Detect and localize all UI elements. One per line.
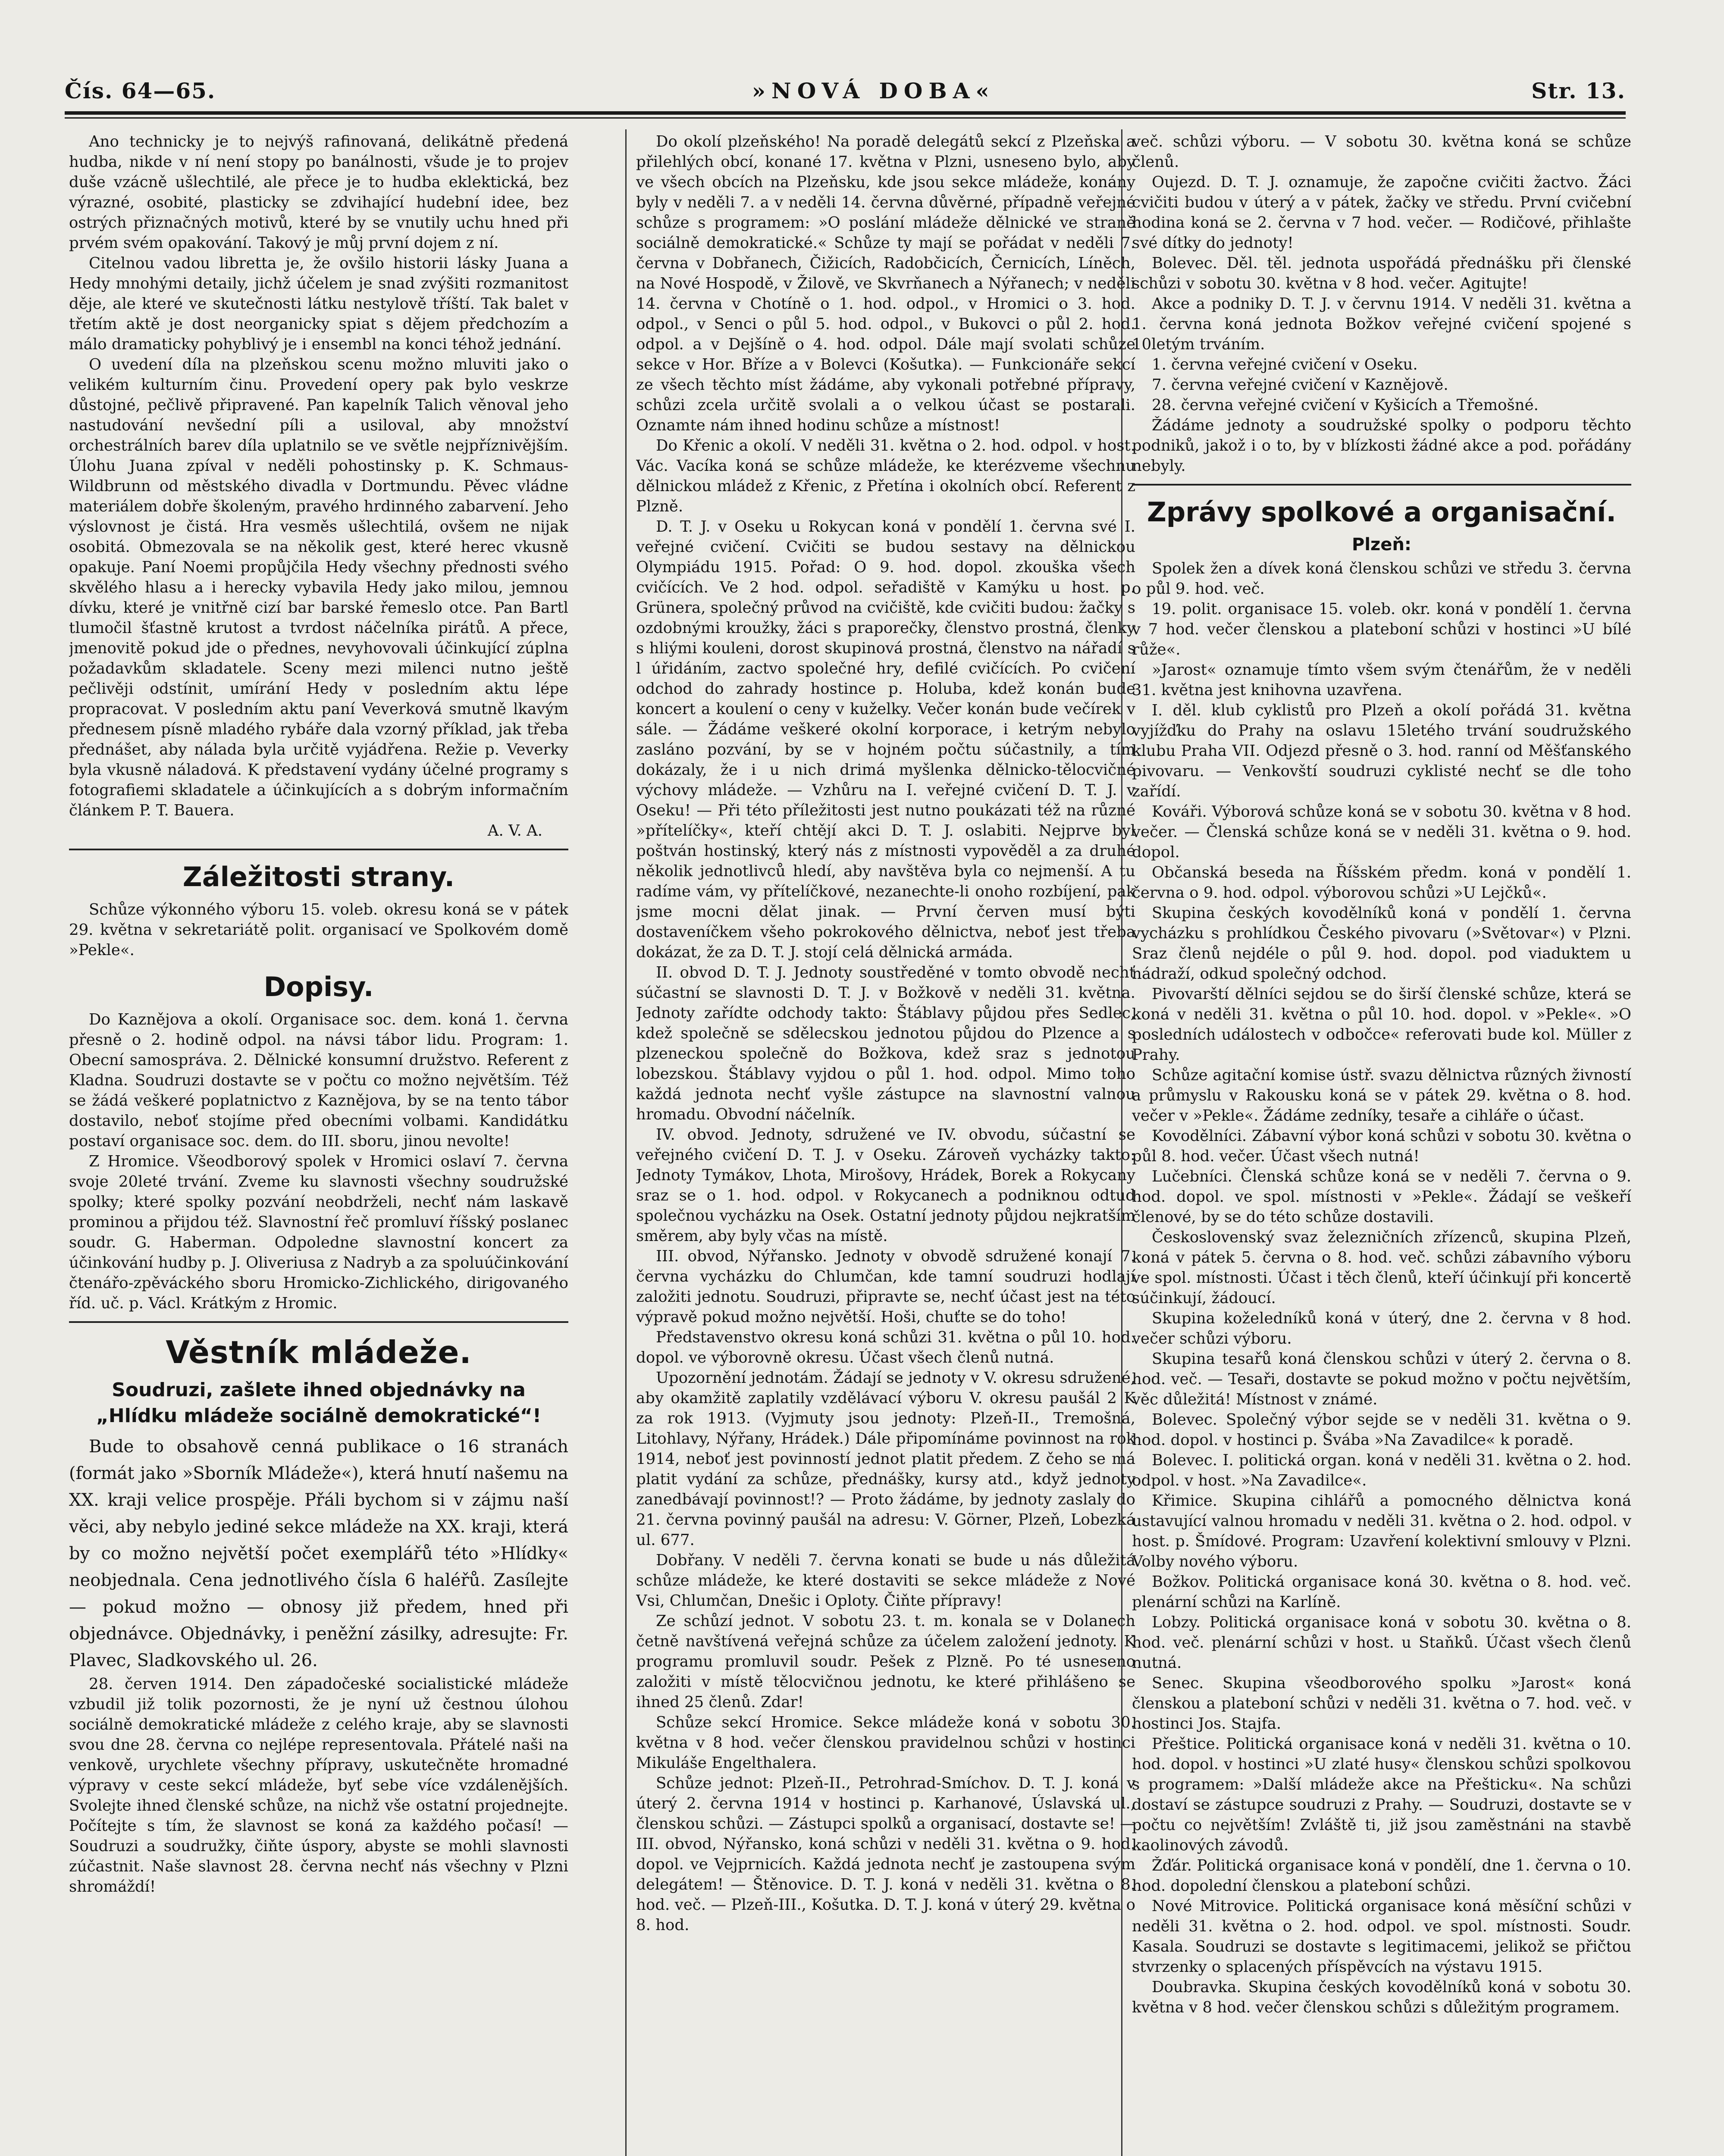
notice-paragraph: Ze schůzí jednot. V sobotu 23. t. m. konala se v Dolanech četně navštívená veřejná schůze za účelem založení jednoty. K programu promluvil soudr. Pešek z Plzně. Po té usneseno založiti v místě tělocvičnou jednotu, ke které přihlášeno se ihned 25 členů. Zdar!: [636, 1612, 1135, 1711]
event-line: 28. června veřejné cvičení v Kyšicích a Třemošné.: [1152, 396, 1539, 414]
event-line: 1. června veřejné cvičení v Oseku.: [1152, 356, 1418, 373]
page-number: Str. 13.: [1531, 78, 1626, 103]
masthead-rule-thin: [65, 117, 1626, 119]
letter-paragraph: Z Hromice. Všeodborový spolek v Hromici oslaví 7. června svoje 20leté trvání. Zveme ku slavnosti všechny soudružské spolky; které spolky pozvání neobdrželi, nechť nám laskavě prominou a přijdou též. Slavnostní řeč promluví říšský poslanec soudr. G. Haberman. Odpoledne slavnostní koncert za účinkování hudby p. J. Oliveriusa z Nadryb a za spoluúčinkování čtenářo-zpěváckého sboru Hromicko-Zichlického, dirigovaného říd. uč. p. Václ. Krátkým z Hromic.: [69, 1153, 568, 1312]
notice-paragraph: Skupina koželedníků koná v úterý, dne 2. června v 8 hod. večer schůzi výboru.: [1132, 1310, 1631, 1348]
notice-paragraph: več. schůzi výboru. — V sobotu 30. května koná se schůze členů.: [1132, 133, 1631, 171]
notice-paragraph: Československý svaz železničních zřízenců, skupina Plzeň, koná v pátek 5. června o 8. hod. več. schůzi zábavního výboru ve spol. místnosti. Účast i těch členů, kteří účinkují při koncertě súčinkují, žádoucí.: [1132, 1228, 1631, 1307]
separator: [69, 1321, 568, 1323]
notice-paragraph: Občanská beseda na Říšském předm. koná v pondělí 1. června o 9. hod. odpol. výborovou schůzi »U Lejčků«.: [1132, 864, 1631, 902]
column-1: [69, 132, 568, 2156]
notice-paragraph: Skupina českých kovodělníků koná v pondělí 1. června vycházku s prohlídkou Českého pivovaru (»Světovar«) v Plzni. Sraz členů nejdéle o půl 9. hod. dopol. pod viaduktem u nádraží, odkud společný odchod.: [1132, 904, 1631, 983]
column-divider: [625, 129, 627, 2156]
notice-paragraph: Do Křenic a okolí. V neděli 31. května o 2. hod. odpol. v host. Vác. Vacíka koná se schůze mládeže, ke kterézveme všechnu dělnickou mládež z Křenic, z Přetína i okolních obcí. Referent z Plzně.: [636, 437, 1135, 515]
youth-paragraph: Bude to obsahově cenná publikace o 16 stranách (formát jako »Sborník Mládeže«), která hnutí našemu na XX. kraji velice prospěje. Přáli bychom si v zájmu naší věci, aby nebylo jediné sekce mládeže na XX. kraji, která by co možno největší počet exemplářů této »Hlídky« neobjednala. Cena jednotlivého čísla 6 haléřů. Zasílejte — pokud možno — obnosy již předem, hned při objednávce. Objednávky, i peněžní zásilky, adresujte: Fr. Plavec, Sladkovského ul. 26.: [69, 1437, 568, 1670]
youth-appeal: Soudruzi, zašlete ihned objednávky na „Hlídku mládeže sociálně demokratické“!: [96, 1379, 542, 1427]
notice-paragraph: Pivovarští dělníci sejdou se do širší členské schůze, která se koná v neděli 31. května o půl 10. hod. dopol. v »Pekle«. »O posledních událostech v odbočce« referovati bude kol. Müller z Prahy.: [1132, 985, 1631, 1064]
notice-paragraph: Doubravka. Skupina českých kovodělníků koná v sobotu 30. května v 8 hod. večer členskou schůzi s důležitým programem.: [1132, 1978, 1631, 2016]
notice-paragraph: Božkov. Politická organisace koná 30. května o 8. hod. več. plenární schůzi na Karlíně.: [1132, 1573, 1631, 1611]
section-heading-youth: Věstník mládeže.: [166, 1334, 472, 1370]
notice-paragraph: Akce a podniky D. T. J. v červnu 1914. V neděli 31. května a 1. června koná jednota Božkov veřejné cvičení spojené s 10letým trváním.: [1132, 295, 1631, 353]
notice-paragraph: Skupina tesařů koná členskou schůzi v úterý 2. června o 8. hod. več. — Tesaři, dostavte se pokud možno v počtu největším, věc důležitá! Místnost v známé.: [1132, 1350, 1631, 1408]
review-paragraph: Citelnou vadou libretta je, že ovšilo historii lásky Juana a Hedy mnohými detaily, jichž účelem je snad zvýšiti rozmanitost děje, ale které ve skutečnosti látku nestylově tříští. Tak balet v třetím aktě je dost neorganicky spiat s dějem předchozím a málo dramaticky pohyblivý je i ensembl na konci téhož jednání.: [69, 254, 568, 353]
notice-paragraph: Senec. Skupina všeodborového spolku »Jarost« koná členskou a plateboní schůzi v neděli 31. května o 7. hod. več. v hostinci Jos. Stajfa.: [1132, 1674, 1631, 1733]
notice-paragraph: II. obvod D. T. J. Jednoty soustředěné v tomto obvodě nechť súčastní se slavnosti D. T. J. v Božkově v neděli 31. května. Jednoty zařídte odchody takto: Štáblavy půjdou přes Sedlec, kdež společně se sdělecskou jednotou půjdou do Plzence a s plzeneckou společně do Božkova, kdež sraz s jednotou lobezskou. Štáblavy vyjdou o půl 1. hod. odpol. Mimo toho každá jednota nechť vyšle zástupce na slavnostní valnou hromadu. Obvodní náčelník.: [636, 964, 1135, 1123]
notice-paragraph: IV. obvod. Jednoty, sdružené ve IV. obvodu, súčastní se veřejného cvičení D. T. J. v Oseku. Zároveň vycházky takto: Jednoty Tymákov, Lhota, Mirošovy, Hrádek, Borek a Rokycany sraz se o 1. hod. odpol. v Rokycanech a podniknou odtud společnou vycházku na Osek. Ostatní jednoty půjdou nejkratším směrem, aby byly včas na místě.: [636, 1126, 1135, 1245]
june-paragraph: 28. červen 1914. Den západočeské socialistické mládeže vzbudil již tolik pozornosti, že je nyní už čestnou úlohou sociálně demokratické mládeže z celého kraje, aby se slavnosti svou dne 28. června co nejlépe representovala. Přátelé naši na venkově, urychlete všechny přípravy, uskutečněte hromadné výpravy v ceste sekcí mládeže, byť sebe více vzdálenějších. Svolejte ihned členské schůze, na nichž vše ostatní projednejte. Počítejte s tím, že slavnost se koná za každého počasí! — Soudruzi a soudružky, čiňte úspory, abyste se mohli slavnosti zúčastnit. Naše slavnost 28. června nechť nás všechny v Plzni shromáždí!: [69, 1675, 568, 1896]
notice-paragraph: Dobřany. V neděli 7. června konati se bude u nás důležitá schůze mládeže, ke které dostaviti se sekce mládeže z Nové Vsi, Chlumčan, Dnešic i Oploty. Čiňte přípravy!: [636, 1551, 1135, 1610]
notice-paragraph: Lučebníci. Členská schůze koná se v neděli 7. června o 9. hod. dopol. ve spol. místnosti v »Pekle«. Žádají se veškeří členové, by se do této schůze dostavili.: [1132, 1168, 1631, 1226]
notice-paragraph: Oujezd. D. T. J. oznamuje, že započne cvičiti žactvo. Žáci cvičiti budou v úterý a v pátek, žačky ve středu. První cvičební hodina koná se 2. června v 7 hod. večer. — Rodičové, přihlašte své dítky do jednoty!: [1132, 173, 1631, 252]
review-paragraph: O uvedení díla na plzeňskou scenu možno mluviti jako o velikém kulturním činu. Provedení opery pak bylo veskrze důstojné, pečlivě připravené. Pan kapelník Talich věnoval jeho nastudování nevšední píli a usiloval, aby množství orchestrálních barev díla uplatnilo se ve světle nejpříznivějším. Úlohu Juana zpíval v neděli pohostinsky p. K. Schmaus-Wildbrunn od městského divadla v Dortmundu. Pěvec vládne materiálem dobře školeným, pravého hrdinného zabarvení. Jeho výslovnost je čistá. Hra vesměs ušlechtilá, ovšem ne nijak osobitá. Obmezovala se na několik gest, které herec vkusně opakuje. Paní Noemi propůjčila Hedy všechny přednosti svého skvělého hlasu a i herecky vybavila Hedy jako milou, jemnou dívku, které je vnitřně cizí bar barské řemeslo otce. Pan Bartl tlumočil šťastně krutost a tvrdost náčelníka pirátů. A přece, jmenovitě pokud jde o přednes, nevyhovovali účinkující zúplna požadavkům skladatele. Sceny mezi milenci nutno ještě pečlivěji odstínit, umírání Hedy v posledním aktu lépe propracovat. V posledním aktu paní Veverková smutně lkavým přednesem písně mladého rybáře dala vzorný příklad, jak třeba přednášet, aby nálada byla určitě vyjádřena. Režie p. Veverky byla vkusně náladová. K představení vydány účelné programy s fotografiemi skladatele a účinkujících a s dobrým informačním článkem P. T. Bauera.: [69, 356, 568, 819]
column-3: [1132, 132, 1631, 2156]
notice-paragraph: Spolek žen a dívek koná členskou schůzi ve středu 3. června o půl 9. hod. več.: [1132, 560, 1631, 598]
column-2: [636, 132, 1135, 2156]
notice-paragraph: Kovodělníci. Zábavní výbor koná schůzi v sobotu 30. května o půl 8. hod. večer. Účast všech nutná!: [1132, 1127, 1631, 1165]
notice-paragraph: Bolevec. Děl. těl. jednota uspořádá přednášku při členské schůzi v sobotu 30. května v 8 hod. večer. Agitujte!: [1132, 254, 1631, 292]
notice-paragraph: III. obvod, Nýřansko. Jednoty v obvodě sdružené konají 7. června vycházku do Chlumčan, kde tamní soudruzi hodlají založiti jednotu. Soudruzi, připravte se, nechť účast jest na této výpravě pokud možno největší. Hoši, chuťte se do toho!: [636, 1247, 1135, 1326]
notice-paragraph: Do okolí plzeňského! Na poradě delegátů sekcí z Plzeňska a přilehlých obcí, konané 17. května v Plzni, usneseno bylo, aby ve všech obcích na Plzeňsku, kde jsou sekce mládeže, konány byly v neděli 7. a v neděli 14. června důvěrné, případně veřejné schůze s programem: »O poslání mládeže dělnické ve straně sociálně demokratické.« Schůze ty mají se pořádat v neděli 7. června v Dobřanech, Čižicích, Radobčicích, Černicích, Líněch, na Nové Hospodě, v Žilově, ve Skvrňanech a Nýřanech; v neděli 14. června v Chotíně o 1. hod. odpol., v Hromici o 3. hod. odpol., v Senci o půl 5. hod. odpol., v Bukovci o půl 2. hod. odpol. a v Dejšíně o 4. hod. odpol. Dále mají svolati schůze sekce v Hor. Bříze a v Bolevci (Košutka). — Funkcionáře sekcí ze všech těchto míst žádáme, aby vykonali potřebné přípravy, schůzi zcela určitě svolali a o velkou účast se postarali. Oznamte nám ihned hodinu schůze a místnost!: [636, 133, 1135, 434]
notice-paragraph: Žďár. Politická organisace koná v pondělí, dne 1. června o 10. hod. dopolední členskou a plateboní schůzi.: [1132, 1857, 1631, 1895]
separator: [1132, 484, 1631, 486]
notice-paragraph: Schůze jednot: Plzeň-II., Petrohrad-Smíchov. D. T. J. koná v úterý 2. června 1914 v hostinci p. Karhanové, Úslavská ul., členskou schůzi. — Zástupci spolků a organisací, dostavte se! — III. obvod, Nýřansko, koná schůzi v neděli 31. května o 9. hod. dopol. ve Vejprnicích. Každá jednota nechť je zastoupena svým delegátem! — Štěnovice. D. T. J. koná v neděli 31. května o 8. hod. več. — Plzeň-III., Košutka. D. T. J. koná v úterý 29. května o 8. hod.: [636, 1774, 1135, 1934]
section-heading-party: Záležitosti strany.: [182, 861, 455, 893]
event-line: 7. června veřejné cvičení v Kaznějově.: [1152, 376, 1448, 394]
newspaper-title: »NOVÁ DOBA«: [752, 78, 995, 103]
issue-number: Čís. 64—65.: [65, 78, 216, 103]
notice-paragraph: Přeštice. Politická organisace koná v neděli 31. května o 10. hod. dopol. v hostinci »U zlaté husy« členskou schůzi spolkovou s programem: »Další mládeže akce na Přešticku«. Na schůzi dostaví se zástupce soudruzi z Prahy. — Soudruzi, dostavte se v počtu co největším! Zvláště ti, již jsou zaměstnáni na stavbě kaolinových závodů.: [1132, 1735, 1631, 1854]
notice-paragraph: Bolevec. Společný výbor sejde se v neděli 31. května o 9. hod. dopol. v hostinci p. Švába »Na Zavadilce« k poradě.: [1132, 1411, 1631, 1449]
review-signature: A. V. A.: [487, 822, 542, 840]
masthead: [65, 65, 1626, 103]
masthead-rule: [65, 111, 1626, 115]
notice-paragraph: Žádáme jednoty a soudružské spolky o podporu těchto podniků, jakož i o to, by v blízkosti žádné akce a pod. pořádány nebyly.: [1132, 417, 1631, 475]
separator: [69, 849, 568, 850]
notice-paragraph: Představenstvo okresu koná schůzi 31. května o půl 10. hod. dopol. ve výborovně okresu. Účast všech členů nutná.: [636, 1329, 1135, 1366]
notice-paragraph: Upozornění jednotám. Žádají se jednoty v V. okresu sdružené, aby okamžitě zaplatily vzdělávací výboru V. okresu paušál 2 K za rok 1913. (Vyjmuty jsou jednoty: Plzeň-II., Tremošná, Litohlavy, Nýřany, Hrádek.) Dále připomínáme povinnost na rok 1914, neboť jest povinností jednot platit předem. Z čeho se má platit vydání za schůze, přednášky, kursy atd., když jednoty zanedbávají povinnost!? — Proto žádáme, by jednoty zaslaly do 21. června povinný paušál na adresu: V. Görner, Plzeň, Lobezká ul. 677.: [636, 1369, 1135, 1549]
section-heading-club-news: Zprávy spolkové a organisační.: [1147, 496, 1617, 528]
notice-paragraph: »Jarost« oznamuje tímto všem svým čtenářům, že v neděli 31. května jest knihovna uzavřena.: [1132, 661, 1631, 699]
notice-paragraph: Kováři. Výborová schůze koná se v sobotu 30. května v 8 hod. večer. — Členská schůze koná se v neděli 31. května o 9. hod. dopol.: [1132, 803, 1631, 861]
letter-paragraph: Do Kaznějova a okolí. Organisace soc. dem. koná 1. června přesně o 2. hodině odpol. na návsi tábor lidu. Program: 1. Obecní samospráva. 2. Dělnické konsumní družstvo. Referent z Kladna. Soudruzi dostavte se v počtu co možno největším. Též se žádá veškeré poplatnictvo z Kaznějova, by se na tento tábor dostavilo, neboť stojíme před obecními volbami. Kandidátku postaví organisace soc. dem. do III. sboru, jinou nevolte!: [69, 1011, 568, 1150]
notice-paragraph: Schůze sekcí Hromice. Sekce mládeže koná v sobotu 30. května v 8 hod. večer členskou pravidelnou schůzi v hostinci Mikuláše Engelthalera.: [636, 1714, 1135, 1772]
notice-paragraph: 19. polit. organisace 15. voleb. okr. koná v pondělí 1. června v 7 hod. večer členskou a plateboní schůzi v hostinci »U bílé růže«.: [1132, 600, 1631, 658]
notice-paragraph: I. děl. klub cyklistů pro Plzeň a okolí pořádá 31. května vyjížďku do Prahy na oslavu 15letého trvání soudružského klubu Praha VII. Odjezd přesně o 3. hod. ranní od Měšťanského pivovaru. — Venkovští soudruzi cyklisté nechť se dle toho zařídí.: [1132, 702, 1631, 800]
notice-paragraph: D. T. J. v Oseku u Rokycan koná v pondělí 1. června své I. veřejné cvičení. Cvičiti se budou sestavy na dělnickou Olympiádu 1915. Pořad: O 9. hod. dopol. zkouška všech cvičících. Ve 2 hod. odpol. seřadiště v Kamýku u host. p. Grünera, společný průvod na cvičiště, kde cvičiti budou: žačky s ozdobnými kroužky, žáci s praporečky, členstvo prostná, členky s hliými kouleni, dorost skupinová prostná, členstvo na nářadí s l úřidáním, zactvo společné hry, defilé cvičících. Po cvičení odchod do zahrady hostince p. Holuba, kdež konán bude koncert a koulení o ceny v kuželky. Večer konán bude večírek v sále. — Žádáme veškeré okolní korporace, i ketrým nebylo zasláno pozvání, by se v hojném počtu súčastnily, a tím dokázaly, že i u nich drimá myšlenka dělnicko-tělocvičné výchovy mládeže. — Vzhůru na I. veřejné cvičení D. T. J. v Oseku! — Při této příležitosti jest nutno poukázati též na různé »přítelíčky«, kteří chtějí akci D. T. J. oslabiti. Nejprve byl poštván hostinský, který nás z místnosti vypověděl a za druhé několik jednotlivců hledí, aby navštěva byla co nejmenší. A tu radíme vám, vy přítelíčkové, nezanechte-li onoho rozbíjení, pak jsme mocni dělat jinak. — První červen musí býti dostaveníčkem všeho pokrokového dělnictva, neboť jest třeba dokázat, že za D. T. J. stojí celá dělnická armáda.: [636, 518, 1135, 961]
location-heading: Plzeň:: [1352, 535, 1411, 555]
notice-paragraph: Schůze agitační komise ústř. svazu dělnictva různých živností a průmyslu v Rakousku koná se v pátek 29. května o 8. hod. večer v »Pekle«. Žádáme zedníky, tesaře a cihláře o účast.: [1132, 1066, 1631, 1125]
review-paragraph: Ano technicky je to nejvýš rafinovaná, delikátně předená hudba, nikde v ní není stopy po banálnosti, všude je to projev duše vzácně ušlechtilé, ale přece je to hudba eklektická, bez výrazné, osobité, plasticky se zdvihající hudební idee, bez ostrých přiznačných motivů, které by se vnutily uchu hned při prvém svém opakování. Takový je můj první dojem z ní.: [69, 133, 568, 252]
notice-paragraph: Křimice. Skupina cihlářů a pomocného dělnictva koná ustavující valnou hromadu v neděli 31. května o 2. hod. odpol. v host. p. Šmídové. Program: Uzavření kolektivní smlouvy v Plzni. Volby nového výboru.: [1132, 1492, 1631, 1570]
notice-paragraph: Bolevec. I. politická organ. koná v neděli 31. května o 2. hod. odpol. v host. »Na Zavadilce«.: [1132, 1451, 1631, 1489]
notice-paragraph: Lobzy. Politická organisace koná v sobotu 30. května o 8. hod. več. plenární schůzi v host. u Staňků. Účast všech členů nutná.: [1132, 1614, 1631, 1672]
party-paragraph: Schůze výkonného výboru 15. voleb. okresu koná se v pátek 29. května v sekretariátě polit. organisací ve Spolkovém domě »Pekle«.: [69, 901, 568, 959]
notice-paragraph: Nové Mitrovice. Politická organisace koná měsíční schůzi v neděli 31. května o 2. hod. odpol. ve spol. místnosti. Soudr. Kasala. Soudruzi se dostavte s legitimacemi, jelikož se přičtou stvrzenky o splacených příspěvcích na výstavu 1915.: [1132, 1897, 1631, 1976]
section-heading-letters: Dopisy.: [263, 971, 374, 1003]
